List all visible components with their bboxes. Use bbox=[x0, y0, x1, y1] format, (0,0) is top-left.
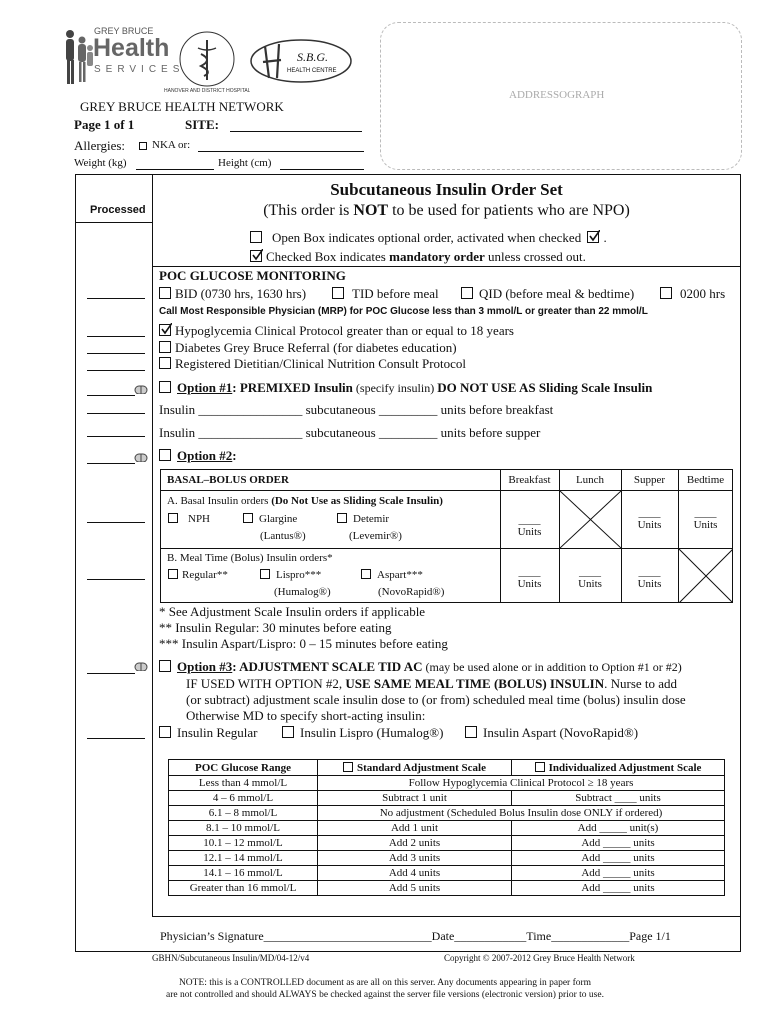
scale-range: Greater than 16 mmol/L bbox=[169, 881, 318, 896]
col-bedtime: Bedtime bbox=[686, 474, 725, 486]
scale-range: 12.1 – 14 mmol/L bbox=[169, 851, 318, 866]
scale-individual[interactable]: Add _____ units bbox=[512, 866, 725, 881]
network-name: GREY BRUCE HEALTH NETWORK bbox=[80, 99, 284, 114]
scale-standard: Add 3 units bbox=[318, 851, 512, 866]
basal-title-pre: A. Basal Insulin orders bbox=[167, 495, 272, 507]
adjustment-scale-table bbox=[168, 759, 725, 896]
pill-icon bbox=[134, 452, 148, 462]
qid-label: QID (before meal & bedtime) bbox=[479, 286, 635, 301]
note-aspart-lispro: *** Insulin Aspart/Lispro: 0 – 15 minutes before eating bbox=[159, 636, 448, 651]
processed-blank-poc[interactable] bbox=[87, 298, 145, 299]
table-row bbox=[169, 821, 725, 836]
poc-0200-option[interactable] bbox=[660, 286, 725, 302]
option1-checkbox[interactable] bbox=[159, 381, 171, 393]
bolus-regular[interactable] bbox=[168, 569, 228, 581]
detemir-brand: (Levemir®) bbox=[349, 530, 402, 542]
individual-scale-checkbox[interactable] bbox=[535, 762, 545, 772]
units-label: Units bbox=[637, 578, 662, 590]
units-blank: ____ bbox=[579, 566, 601, 578]
caduceus-seal-icon bbox=[178, 30, 236, 88]
option3-label: Option #3 bbox=[177, 659, 233, 674]
option3-line2 bbox=[186, 676, 677, 692]
units-blank: ____ bbox=[518, 566, 541, 578]
opt3-lispro[interactable] bbox=[282, 725, 443, 741]
units-label: Units bbox=[693, 519, 718, 531]
form-subtitle bbox=[152, 202, 741, 220]
processed-blank-bolus[interactable] bbox=[87, 579, 145, 580]
nph-checkbox[interactable] bbox=[168, 513, 178, 523]
bb-header: BASAL–BOLUS ORDER bbox=[167, 474, 289, 486]
scale-individual[interactable]: Add _____ units bbox=[512, 881, 725, 896]
opt3-lispro-checkbox[interactable] bbox=[282, 726, 294, 738]
dietitian-order[interactable] bbox=[159, 356, 466, 372]
units-blank: ____ bbox=[518, 514, 541, 526]
weight-label: Weight (kg) bbox=[74, 157, 127, 169]
page-number: Page 1 of 1 bbox=[74, 117, 135, 132]
opt3-aspart[interactable] bbox=[465, 725, 638, 741]
detemir-checkbox[interactable] bbox=[337, 513, 347, 523]
diabetes-order[interactable] bbox=[159, 340, 457, 356]
sbg-sub: HEALTH CENTRE bbox=[287, 68, 337, 74]
units-label: Units bbox=[637, 519, 662, 531]
aspart-brand: (NovoRapid®) bbox=[378, 586, 445, 598]
tid-checkbox[interactable] bbox=[332, 287, 344, 299]
glargine-label: Glargine bbox=[259, 513, 298, 525]
opt3-l2-post: . Nurse to add bbox=[604, 676, 678, 691]
option2-checkbox[interactable] bbox=[159, 449, 171, 461]
dietitian-label: Registered Dietitian/Clinical Nutrition Consult Protocol bbox=[175, 356, 467, 371]
subtitle-pre: (This order is bbox=[263, 202, 354, 219]
units-blank: ____ bbox=[638, 507, 661, 519]
bolus-aspart[interactable] bbox=[361, 569, 423, 581]
opt3-lispro-label: Insulin Lispro (Humalog®) bbox=[300, 725, 444, 740]
scale-standard: Subtract 1 unit bbox=[318, 791, 512, 806]
logo-grey-bruce: GREY BRUCE bbox=[94, 26, 154, 36]
basal-breakfast-units[interactable] bbox=[500, 514, 559, 538]
qid-checkbox[interactable] bbox=[461, 287, 473, 299]
sbg-health-centre-logo bbox=[249, 38, 353, 84]
processed-blank-supper[interactable] bbox=[87, 436, 145, 437]
hypo-label: Hypoglycemia Clinical Protocol greater than or equal to 18 years bbox=[175, 323, 514, 338]
option3-line3: (or subtract) adjustment scale insulin dose to (or from) scheduled meal time (bolus) insulin dose bbox=[186, 692, 686, 707]
processed-header-line bbox=[75, 222, 153, 223]
scale-individual[interactable]: Add _____ units bbox=[512, 851, 725, 866]
weight-field[interactable] bbox=[136, 158, 214, 170]
insulin-supper-line: Insulin ________________ subcutaneous _________ units before supper bbox=[159, 425, 541, 440]
units-blank: ____ bbox=[638, 566, 661, 578]
checked-box-legend bbox=[250, 249, 586, 265]
scale-standard: Add 5 units bbox=[318, 881, 512, 896]
logo-health: Health bbox=[93, 34, 170, 62]
units-label: Units bbox=[517, 526, 542, 538]
subtitle-not: NOT bbox=[353, 202, 389, 219]
hypo-checked-box[interactable] bbox=[159, 324, 171, 336]
addressograph-box bbox=[380, 22, 742, 170]
poc-bid-option[interactable] bbox=[159, 286, 306, 302]
scale-individual[interactable]: Subtract ____ units bbox=[512, 791, 725, 806]
opt3-l2-bold: USE SAME MEAL TIME (BOLUS) INSULIN bbox=[345, 676, 605, 691]
processed-blank-dietitian[interactable] bbox=[87, 370, 145, 371]
checked-box-pre: Checked Box indicates bbox=[266, 249, 390, 264]
scale-individual[interactable]: Add _____ units bbox=[512, 836, 725, 851]
diabetes-label: Diabetes Grey Bruce Referral (for diabetes education) bbox=[175, 340, 457, 355]
processed-label: Processed bbox=[90, 204, 146, 216]
scale-individual[interactable]: Add _____ unit(s) bbox=[512, 821, 725, 836]
table-row bbox=[169, 806, 725, 821]
glargine-checkbox[interactable] bbox=[243, 513, 253, 523]
regular-label: Regular** bbox=[182, 569, 228, 581]
open-box-icon bbox=[250, 231, 262, 243]
processed-blank-opt1[interactable] bbox=[87, 395, 135, 396]
note-regular: ** Insulin Regular: 30 minutes before eating bbox=[159, 620, 392, 635]
units-label: Units bbox=[517, 578, 542, 590]
col-supper: Supper bbox=[633, 474, 666, 486]
basal-lunch-crossed-cell bbox=[560, 491, 621, 548]
scale-range: 6.1 – 8 mmol/L bbox=[169, 806, 318, 821]
checked-legend-icon bbox=[250, 250, 262, 262]
units-label: Units bbox=[578, 578, 602, 590]
diabetes-checkbox[interactable] bbox=[159, 341, 171, 353]
option2-label: Option #2 bbox=[177, 448, 233, 463]
checked-box-post: unless crossed out. bbox=[484, 249, 586, 264]
option2-colon: : bbox=[232, 448, 237, 463]
scale-range: Less than 4 mmol/L bbox=[169, 776, 318, 791]
scale-header-range: POC Glucose Range bbox=[169, 760, 318, 776]
option3-line[interactable] bbox=[159, 659, 682, 675]
glargine-brand: (Lantus®) bbox=[260, 530, 306, 542]
aspart-checkbox[interactable] bbox=[361, 569, 371, 579]
hypo-order[interactable] bbox=[159, 323, 514, 339]
insulin-breakfast-line: Insulin ________________ subcutaneous _________ units before breakfast bbox=[159, 402, 554, 417]
lispro-checkbox[interactable] bbox=[260, 569, 270, 579]
bolus-bedtime-crossed-cell bbox=[679, 549, 733, 603]
table-row bbox=[169, 851, 725, 866]
opt3-aspart-label: Insulin Aspart (NovoRapid®) bbox=[483, 725, 639, 740]
site-label: SITE: bbox=[185, 117, 219, 132]
processed-blank-breakfast[interactable] bbox=[87, 413, 145, 414]
height-field[interactable] bbox=[280, 158, 364, 170]
processed-blank-hypo[interactable] bbox=[87, 336, 145, 337]
processed-blank-opt3[interactable] bbox=[87, 673, 135, 674]
bid-label: BID (0730 hrs, 1630 hrs) bbox=[175, 286, 307, 301]
option3-text: : ADJUSTMENT SCALE TID AC bbox=[232, 659, 423, 674]
bolus-lunch-units[interactable] bbox=[559, 566, 621, 590]
processed-blank-opt3-insulin[interactable] bbox=[87, 738, 145, 739]
processed-column-divider bbox=[152, 174, 153, 916]
option1-spec: (specify insulin) bbox=[352, 381, 438, 395]
option1-line[interactable] bbox=[159, 380, 652, 396]
scale-standard: No adjustment (Scheduled Bolus Insulin dose ONLY if ordered) bbox=[318, 806, 725, 821]
signature-divider bbox=[152, 916, 741, 917]
option1-label: Option #1 bbox=[177, 380, 233, 395]
bid-checkbox[interactable] bbox=[159, 287, 171, 299]
col-breakfast: Breakfast bbox=[508, 474, 551, 486]
pill-icon bbox=[134, 661, 148, 671]
lispro-label: Lispro*** bbox=[276, 569, 322, 581]
allergies-label: Allergies: bbox=[74, 138, 126, 153]
regular-checkbox[interactable] bbox=[168, 569, 178, 579]
open-box-legend: Open Box indicates optional order, activated when checked . bbox=[250, 230, 607, 246]
scale-standard: Add 2 units bbox=[318, 836, 512, 851]
poc-heading: POC GLUCOSE MONITORING bbox=[159, 268, 346, 283]
bb-row-divider-2 bbox=[160, 548, 733, 549]
scale-standard: Add 4 units bbox=[318, 866, 512, 881]
nka-checkbox[interactable] bbox=[139, 142, 147, 150]
scale-header-individual[interactable] bbox=[512, 760, 725, 776]
checked-box-bold: mandatory order bbox=[389, 249, 485, 264]
basal-detemir[interactable] bbox=[337, 513, 389, 525]
standard-scale-checkbox[interactable] bbox=[343, 762, 353, 772]
basal-title-bold: (Do Not Use as Sliding Scale Insulin) bbox=[271, 495, 443, 507]
copyright: Copyright © 2007-2012 Grey Bruce Health Network bbox=[444, 953, 635, 963]
detemir-label: Detemir bbox=[353, 513, 390, 525]
people-silhouette-icon bbox=[62, 26, 94, 88]
opt3-l2-pre: IF USED WITH OPTION #2, bbox=[186, 676, 346, 691]
call-mrp-text: Call Most Responsible Physician (MRP) for POC Glucose less than 3 mmol/L or greater than 22 mmol/L bbox=[159, 306, 648, 317]
0200-checkbox[interactable] bbox=[660, 287, 672, 299]
option1-warn: DO NOT USE AS Sliding Scale Insulin bbox=[437, 380, 653, 395]
option3-checkbox[interactable] bbox=[159, 660, 171, 672]
bolus-lispro[interactable] bbox=[260, 569, 321, 581]
subtitle-post: to be used for patients who are NPO) bbox=[388, 202, 630, 219]
bolus-supper-units[interactable] bbox=[621, 566, 678, 590]
bolus-breakfast-units[interactable] bbox=[500, 566, 559, 590]
table-row bbox=[169, 776, 725, 791]
basal-nph[interactable] bbox=[168, 513, 210, 525]
scale-standard: Add 1 unit bbox=[318, 821, 512, 836]
aspart-label: Aspart*** bbox=[377, 569, 423, 581]
bb-row-divider-1 bbox=[160, 490, 733, 491]
basal-glargine[interactable] bbox=[243, 513, 297, 525]
0200-label: 0200 hrs bbox=[680, 286, 726, 301]
note-adjustment: * See Adjustment Scale Insulin orders if applicable bbox=[159, 604, 426, 619]
sbg-letters: S.B.G. bbox=[297, 50, 328, 64]
option2-line[interactable] bbox=[159, 448, 237, 464]
open-box-text: Open Box indicates optional order, activated when checked bbox=[272, 230, 582, 245]
scale-range: 10.1 – 12 mmol/L bbox=[169, 836, 318, 851]
opt3-aspart-checkbox[interactable] bbox=[465, 726, 477, 738]
document-code: GBHN/Subcutaneous Insulin/MD/04-12/v4 bbox=[152, 953, 310, 963]
processed-blank-diabetes[interactable] bbox=[87, 353, 145, 354]
grey-bruce-health-logo bbox=[62, 26, 185, 88]
col-lunch: Lunch bbox=[575, 474, 605, 486]
basal-supper-units[interactable] bbox=[621, 507, 678, 531]
basal-bedtime-units[interactable] bbox=[678, 507, 733, 531]
checked-box-icon bbox=[587, 231, 599, 243]
scale-range: 14.1 – 16 mmol/L bbox=[169, 866, 318, 881]
dietitian-checkbox[interactable] bbox=[159, 357, 171, 369]
height-label: Height (cm) bbox=[218, 157, 272, 169]
scale-standard: Follow Hypoglycemia Clinical Protocol ≥ 18 years bbox=[318, 776, 725, 791]
table-row bbox=[169, 836, 725, 851]
scale-header-row bbox=[169, 760, 725, 776]
form-title: Subcutaneous Insulin Order Set bbox=[330, 180, 563, 199]
table-row bbox=[169, 791, 725, 806]
option3-line4: Otherwise MD to specify short-acting insulin: bbox=[186, 708, 426, 723]
table-row bbox=[169, 881, 725, 896]
site-field[interactable] bbox=[230, 117, 362, 132]
opt3-regular-checkbox[interactable] bbox=[159, 726, 171, 738]
basal-title bbox=[167, 495, 443, 507]
nph-label: NPH bbox=[188, 513, 211, 525]
addressograph-label: ADDRESSOGRAPH bbox=[509, 89, 605, 101]
table-row bbox=[169, 866, 725, 881]
poc-tid-option[interactable] bbox=[332, 286, 439, 302]
controlled-note-1: NOTE: this is a CONTROLLED document as are all on this server. Any documents appearing in paper form bbox=[178, 978, 592, 988]
tid-label: TID before meal bbox=[352, 286, 439, 301]
scale-range: 4 – 6 mmol/L bbox=[169, 791, 318, 806]
units-blank: ____ bbox=[694, 507, 717, 519]
pill-icon bbox=[134, 384, 148, 394]
processed-blank-opt2[interactable] bbox=[87, 463, 135, 464]
hanover-hospital-logo-text: HANOVER AND DISTRICT HOSPITAL bbox=[164, 88, 250, 94]
option3-paren: (may be used alone or in addition to Option #1 or #2) bbox=[422, 660, 682, 674]
bolus-title: B. Meal Time (Bolus) Insulin orders* bbox=[167, 552, 333, 564]
physician-signature-line[interactable]: Physician’s Signature____________________________Date____________Time_____________Page 1/1 bbox=[160, 929, 671, 943]
lispro-brand: (Humalog®) bbox=[274, 586, 331, 598]
individual-scale-label: Individualized Adjustment Scale bbox=[548, 761, 702, 774]
standard-scale-label: Standard Adjustment Scale bbox=[357, 761, 486, 774]
scale-header-standard[interactable] bbox=[318, 760, 512, 776]
logo-services: SERVICES bbox=[94, 64, 185, 75]
allergies-field[interactable] bbox=[198, 139, 364, 152]
nka-label: NKA or: bbox=[152, 139, 191, 151]
hanover-hospital-logo bbox=[164, 30, 250, 94]
option1-text: : PREMIXED Insulin bbox=[232, 380, 353, 395]
controlled-note-2: are not controlled and should ALWAYS be checked against the server file versions (electronic version) prior to use. bbox=[166, 990, 604, 1000]
opt3-regular[interactable] bbox=[159, 725, 258, 741]
scale-range: 8.1 – 10 mmol/L bbox=[169, 821, 318, 836]
processed-blank-basal[interactable] bbox=[87, 522, 145, 523]
poc-qid-option[interactable] bbox=[461, 286, 634, 302]
opt3-regular-label: Insulin Regular bbox=[177, 725, 258, 740]
legend-divider bbox=[152, 266, 741, 267]
